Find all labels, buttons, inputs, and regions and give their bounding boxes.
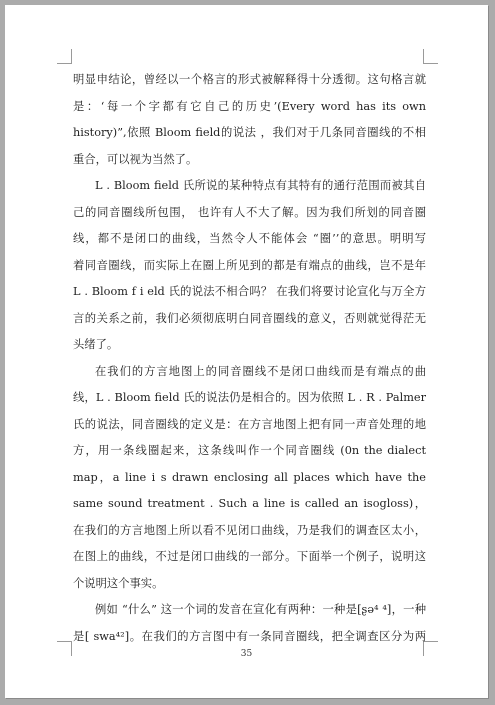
text-line: 线，都不是闭口的曲线，当然令人不能体会 “圈’’的意思。明明写 bbox=[73, 232, 426, 245]
text-line: 在图上的曲线，不过是闭口曲线的一部分。下面举一个例子，说明这 bbox=[73, 550, 426, 563]
text-line: 明显申结论，曾经以一个格言的形式被解释得十分透彻。这句格言就 bbox=[73, 73, 426, 86]
text-line: 个说明这个事实。 bbox=[73, 576, 164, 590]
crop-mark-top-right bbox=[423, 49, 438, 64]
text-line: 是：‘每一个字都有它自己的历史’(Every word has its own bbox=[73, 99, 426, 113]
text-line: 重合，可以视为当然了。 bbox=[73, 152, 198, 166]
text-line: 线，L . Bloom field 氏的说法仍是相合的。因为依照 L . R . Palmer bbox=[73, 391, 426, 404]
text-line: same sound treatment . Such a line is called an isogloss)， bbox=[73, 497, 426, 510]
text-line: 在我们的方言地图上的同音圈线不是闭口曲线而是有端点的曲 bbox=[95, 364, 426, 378]
text-line: 着同音圈线，而实际上在圈上所见到的都是有端点的曲线，岂不是年 bbox=[73, 258, 426, 272]
text-line: L . Bloom f i eld 氏的说法不相合吗？ 在我们将要讨论宣化与万全方 bbox=[73, 285, 426, 298]
text-line: history)”,依照 Bloom field的说法 ，我们对于几条同音圈线的不相 bbox=[73, 126, 426, 139]
body-text bbox=[73, 67, 426, 650]
text-line: 氏的说法，同音圈线的定义是：在方言地图上把有同一声音处理的地 bbox=[73, 417, 426, 431]
page-number: 35 bbox=[240, 649, 253, 659]
document-page bbox=[5, 5, 488, 698]
text-line: 在我们的方言地图上所以看不见闭口曲线，乃是我们的调查区太小， bbox=[73, 523, 426, 537]
text-line: 头绪了。 bbox=[73, 338, 119, 351]
text-line: 言的关系之前，我们必须彻底明白同音圈线的意义，否则就觉得茫无 bbox=[73, 311, 426, 325]
text-line: 是[ swa⁴²]。在我们的方言图中有一条同音圈线，把全调查区分为两 bbox=[73, 629, 426, 643]
text-line: map，a line i s drawn enclosing all places which have the bbox=[73, 470, 426, 484]
text-line: 方，用一条线圈起来，这条线叫作一个同音圈线 (0n the dialect bbox=[73, 444, 426, 457]
text-line: 例如 “什么” 这一个词的发音在宣化有两种：一种是[ʂə⁴ ⁴]，一种 bbox=[95, 603, 426, 616]
crop-mark-top-left bbox=[57, 49, 72, 64]
text-line: L . Bloom field 氏所说的某种特点有其特有的通行范围而被其自 bbox=[95, 179, 426, 192]
text-line: 己的同音圈线所包围， 也许有人不大了解。因为我们所划的同音圈 bbox=[73, 205, 426, 219]
